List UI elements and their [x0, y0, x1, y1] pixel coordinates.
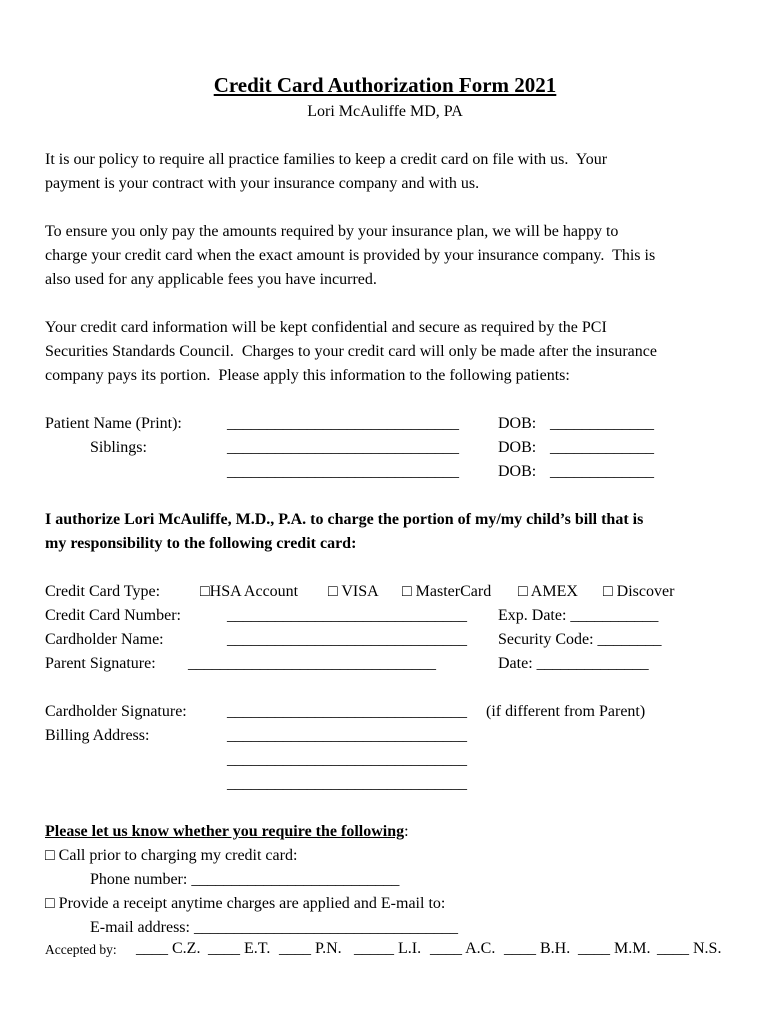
insurance-line-2: charge your credit card when the exact amount is provided by your insurance company. This is — [45, 247, 656, 264]
billing-address-label: Billing Address: — [45, 727, 150, 744]
cardholder-name-field[interactable]: ______________________________ — [227, 631, 467, 648]
signature-date-field[interactable]: Date: ______________ — [498, 655, 649, 672]
sibling-1-name-field[interactable]: _____________________________ — [227, 439, 459, 456]
amex-checkbox[interactable]: □ AMEX — [518, 583, 578, 600]
form-title: Credit Card Authorization Form 2021 — [213, 73, 557, 97]
confidential-line-1: Your credit card information will be kept confidential and secure as required by the PCI — [45, 319, 607, 336]
sibling-2-dob-field[interactable]: _____________ — [550, 463, 654, 480]
hsa-account-checkbox[interactable]: □HSA Account — [200, 583, 299, 600]
billing-address-line-1[interactable]: ______________________________ — [227, 727, 467, 744]
billing-address-line-2[interactable]: ______________________________ — [227, 751, 467, 768]
authorization-line-2: my responsibility to the following credit card: — [45, 535, 357, 552]
requests-heading-colon: : — [404, 823, 409, 840]
requests-heading-text: Please let us know whether you require the following — [45, 823, 405, 840]
mastercard-checkbox[interactable]: □ MasterCard — [402, 583, 492, 600]
discover-checkbox[interactable]: □ Discover — [603, 583, 675, 600]
security-code-field[interactable]: Security Code: ________ — [498, 631, 662, 648]
card-number-label: Credit Card Number: — [45, 607, 181, 624]
sibling-2-name-field[interactable]: _____________________________ — [227, 463, 459, 480]
visa-checkbox[interactable]: □ VISA — [328, 583, 379, 600]
accepted-bh[interactable]: ____ B.H. — [504, 940, 571, 957]
cardholder-name-label: Cardholder Name: — [45, 631, 164, 648]
sibling-1-dob-label: DOB: — [498, 439, 537, 456]
email-address-field[interactable]: E-mail address: _________________________________ — [90, 919, 458, 936]
confidential-line-2: Securities Standards Council. Charges to your credit card will only be made after the insurance — [45, 343, 657, 360]
accepted-pn[interactable]: ____ P.N. — [279, 940, 342, 957]
cardholder-signature-field[interactable]: ______________________________ — [227, 703, 467, 720]
accepted-ns[interactable]: ____ N.S. — [657, 940, 722, 957]
card-number-field[interactable]: ______________________________ — [227, 607, 467, 624]
billing-address-line-3[interactable]: ______________________________ — [227, 775, 467, 792]
email-receipt-checkbox[interactable]: □ Provide a receipt anytime charges are applied and E-mail to: — [45, 895, 446, 912]
policy-line-2: payment is your contract with your insurance company and with us. — [45, 175, 480, 192]
call-prior-checkbox[interactable]: □ Call prior to charging my credit card: — [45, 847, 298, 864]
parent-signature-field[interactable]: _______________________________ — [188, 655, 436, 672]
phone-number-field[interactable]: Phone number: __________________________ — [90, 871, 400, 888]
patient-name-field[interactable]: _____________________________ — [227, 415, 459, 432]
accepted-cz[interactable]: ____ C.Z. — [136, 940, 201, 957]
confidential-line-3: company pays its portion. Please apply this information to the following patients: — [45, 367, 570, 384]
insurance-line-1: To ensure you only pay the amounts required by your insurance plan, we will be happy to — [45, 223, 619, 240]
authorization-line-1: I authorize Lori McAuliffe, M.D., P.A. to charge the portion of my/my child’s bill that is — [45, 511, 644, 528]
accepted-mm[interactable]: ____ M.M. — [578, 940, 651, 957]
card-type-label: Credit Card Type: — [45, 583, 161, 600]
policy-line-1: It is our policy to require all practice families to keep a credit card on file with us. Your — [45, 151, 608, 168]
sibling-1-dob-field[interactable]: _____________ — [550, 439, 654, 456]
accepted-et[interactable]: ____ E.T. — [208, 940, 271, 957]
accepted-by-label: Accepted by: — [45, 942, 117, 957]
practice-name: Lori McAuliffe MD, PA — [307, 103, 463, 120]
parent-signature-label: Parent Signature: — [45, 655, 156, 672]
requests-heading — [45, 822, 409, 842]
insurance-line-3: also used for any applicable fees you have incurred. — [45, 271, 377, 288]
accepted-ac[interactable]: ____ A.C. — [430, 940, 496, 957]
patient-dob-field[interactable]: _____________ — [550, 415, 654, 432]
cardholder-signature-label: Cardholder Signature: — [45, 703, 187, 720]
different-from-parent-note: (if different from Parent) — [486, 703, 646, 720]
exp-date-field[interactable]: Exp. Date: ___________ — [498, 607, 659, 624]
accepted-li[interactable]: _____ L.I. — [354, 940, 422, 957]
siblings-label: Siblings: — [90, 439, 147, 456]
patient-dob-label: DOB: — [498, 415, 537, 432]
sibling-2-dob-label: DOB: — [498, 463, 537, 480]
patient-name-label: Patient Name (Print): — [45, 415, 182, 432]
